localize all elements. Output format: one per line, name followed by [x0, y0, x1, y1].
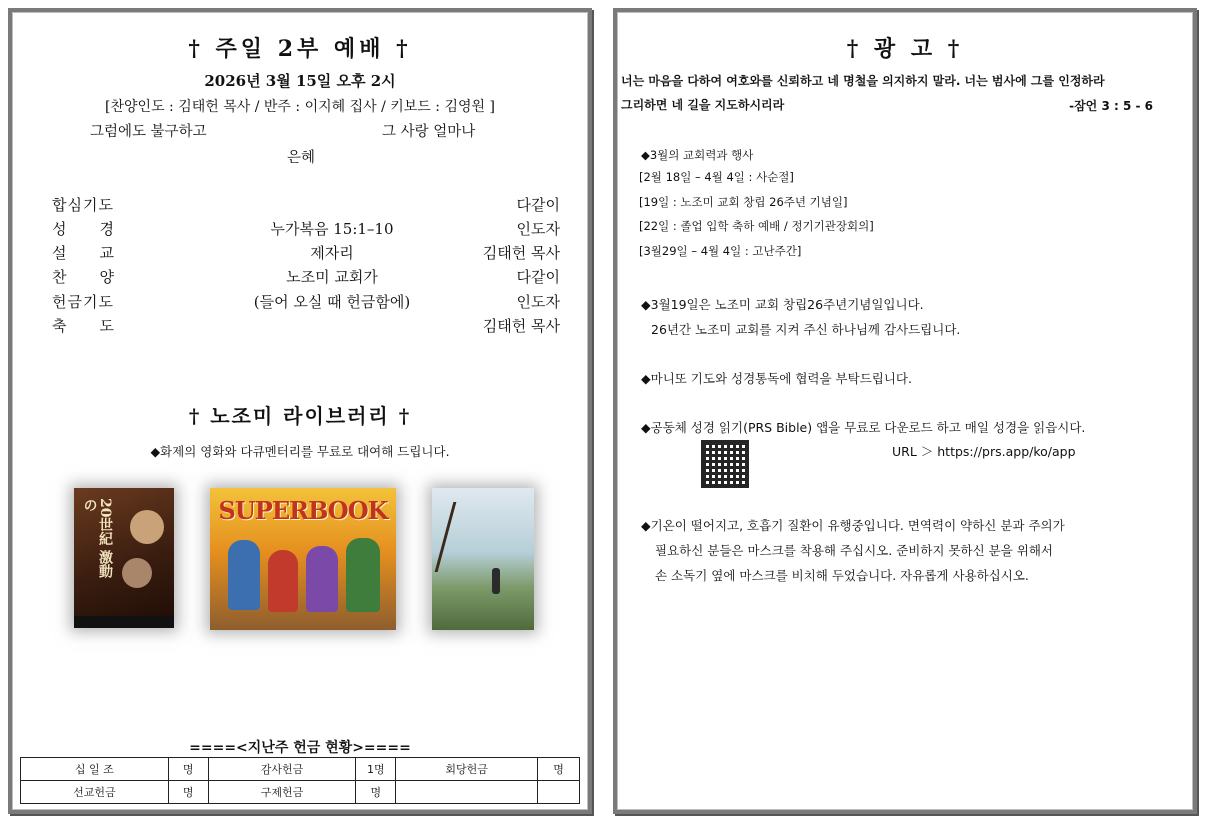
order-row	[52, 315, 560, 339]
table-cell: 십 일 조	[21, 758, 169, 781]
table-cell: 선교헌금	[21, 781, 169, 804]
calendar-heading: ◆3월의 교회력과 행사	[641, 148, 754, 162]
worship-page	[8, 8, 592, 814]
order-label: 성 경	[52, 220, 115, 238]
order-label: 찬 양	[52, 268, 115, 286]
order-right: 인도자	[516, 220, 560, 238]
order-mid: 누가복음 15:1–10	[270, 220, 394, 238]
order-right: 김태헌 목사	[482, 244, 560, 262]
character-icon	[268, 550, 298, 612]
table-cell: 회당헌금	[396, 758, 538, 781]
verse-reference: -잠언 3 : 5 - 6	[1069, 99, 1153, 113]
portrait-icon	[122, 558, 152, 588]
order-row	[52, 218, 560, 242]
table-row	[21, 758, 580, 781]
portrait-icon	[130, 510, 164, 544]
table-cell: 명	[538, 758, 580, 781]
table-cell: 구제헌금	[208, 781, 356, 804]
offering-table	[20, 757, 580, 804]
table-cell: 명	[168, 758, 208, 781]
anniversary-notice: ◆3월19일은 노조미 교회 창립26주년기념일입니다.	[641, 297, 924, 312]
order-right: 인도자	[516, 293, 560, 311]
poster-3-caption	[462, 534, 506, 548]
verse-line-2: 그리하면 네 길을 지도하시리라	[621, 98, 785, 112]
table-row	[21, 781, 580, 804]
order-label: 축 도	[52, 317, 115, 335]
table-cell: 명	[168, 781, 208, 804]
table-cell: 감사헌금	[208, 758, 356, 781]
order-label: 헌금기도	[52, 293, 114, 311]
song-2: 그 사랑 얼마나	[382, 124, 476, 140]
order-mid: 제자리	[310, 244, 354, 262]
service-title: † 주일 2부 예배 †	[188, 36, 412, 62]
calendar-item: [2월 18일 – 4월 4일 : 사순절]	[639, 170, 794, 184]
order-mid: (들어 오실 때 헌금함에)	[253, 293, 411, 311]
announcement-title: † 광 고 †	[846, 36, 964, 62]
order-row	[52, 242, 560, 266]
order-label: 설 교	[52, 244, 115, 262]
order-right: 김태헌 목사	[482, 317, 560, 335]
order-row	[52, 194, 560, 218]
character-icon	[306, 546, 338, 612]
order-label: 합심기도	[52, 196, 114, 214]
app-url-link[interactable]: URL ＞ https://prs.app/ko/app	[892, 444, 1076, 459]
poster-1-footer	[74, 616, 174, 628]
health-notice-line-2: 필요하신 분들은 마스크를 착용해 주십시오. 준비하지 못하신 분을 위해서	[655, 543, 1054, 558]
poster-2-title: SUPERBOOK	[218, 496, 388, 525]
calendar-item: [19일 : 노조미 교회 창립 26주년 기념일]	[639, 195, 848, 209]
library-title: † 노조미 라이브러리 †	[188, 404, 412, 428]
song-1: 그럼에도 불구하고	[90, 124, 207, 140]
order-right: 다같이	[516, 268, 560, 286]
leaders-line: [찬양인도 : 김태헌 목사 / 반주 : 이지혜 집사 / 키보드 : 김영원 ]	[105, 99, 495, 115]
health-notice: ◆기온이 떨어지고, 호흡기 질환이 유행중입니다. 면역력이 약하신 분과 주의가	[641, 518, 1065, 533]
order-row	[52, 266, 560, 290]
health-notice-line-3: 손 소독기 옆에 마스크를 비치해 두었습니다. 자유롭게 사용하십시오.	[655, 568, 1029, 583]
anniversary-notice-detail: 26년간 노조미 교회를 지켜 주신 하나님께 감사드립니다.	[651, 322, 961, 337]
qr-code-icon[interactable]	[701, 440, 749, 488]
table-cell: 1명	[356, 758, 396, 781]
offering-title: ====<지난주 헌금 현황>====	[189, 740, 411, 756]
song-3: 은혜	[287, 150, 316, 166]
calendar-item: [22일 : 졸업 입학 축하 예배 / 정기기관장회의]	[639, 219, 874, 233]
order-right: 다같이	[516, 196, 560, 214]
movie-poster-3[interactable]	[432, 488, 534, 630]
prayer-notice: ◆마니또 기도와 성경통독에 협력을 부탁드립니다.	[641, 371, 912, 386]
bible-app-notice: ◆공동체 성경 읽기(PRS Bible) 앱을 무료로 다운로드 하고 매일 성경을 읽읍시다.	[641, 420, 1086, 435]
library-description: ◆화제의 영화와 다큐멘터리를 무료로 대여해 드립니다.	[150, 444, 450, 459]
table-cell	[396, 781, 538, 804]
character-icon	[228, 540, 260, 610]
calendar-item: [3월29일 – 4월 4일 : 고난주간]	[639, 244, 802, 258]
table-cell	[538, 781, 580, 804]
movie-poster-2[interactable]	[210, 488, 396, 630]
poster-1-title: 20世紀 激動の	[81, 498, 113, 579]
order-row	[52, 291, 560, 315]
service-date: 2026년 3월 15일 오후 2시	[204, 72, 396, 90]
order-mid: 노조미 교회가	[286, 268, 378, 286]
table-cell: 명	[356, 781, 396, 804]
figure-icon	[492, 568, 500, 594]
verse-line-1: 너는 마음을 다하여 여호와를 신뢰하고 네 명철을 의지하지 말라. 너는 범사에 그를 인정하라	[621, 74, 1105, 88]
announcement-page	[613, 8, 1197, 814]
character-icon	[346, 538, 380, 612]
movie-poster-1[interactable]	[74, 488, 174, 628]
